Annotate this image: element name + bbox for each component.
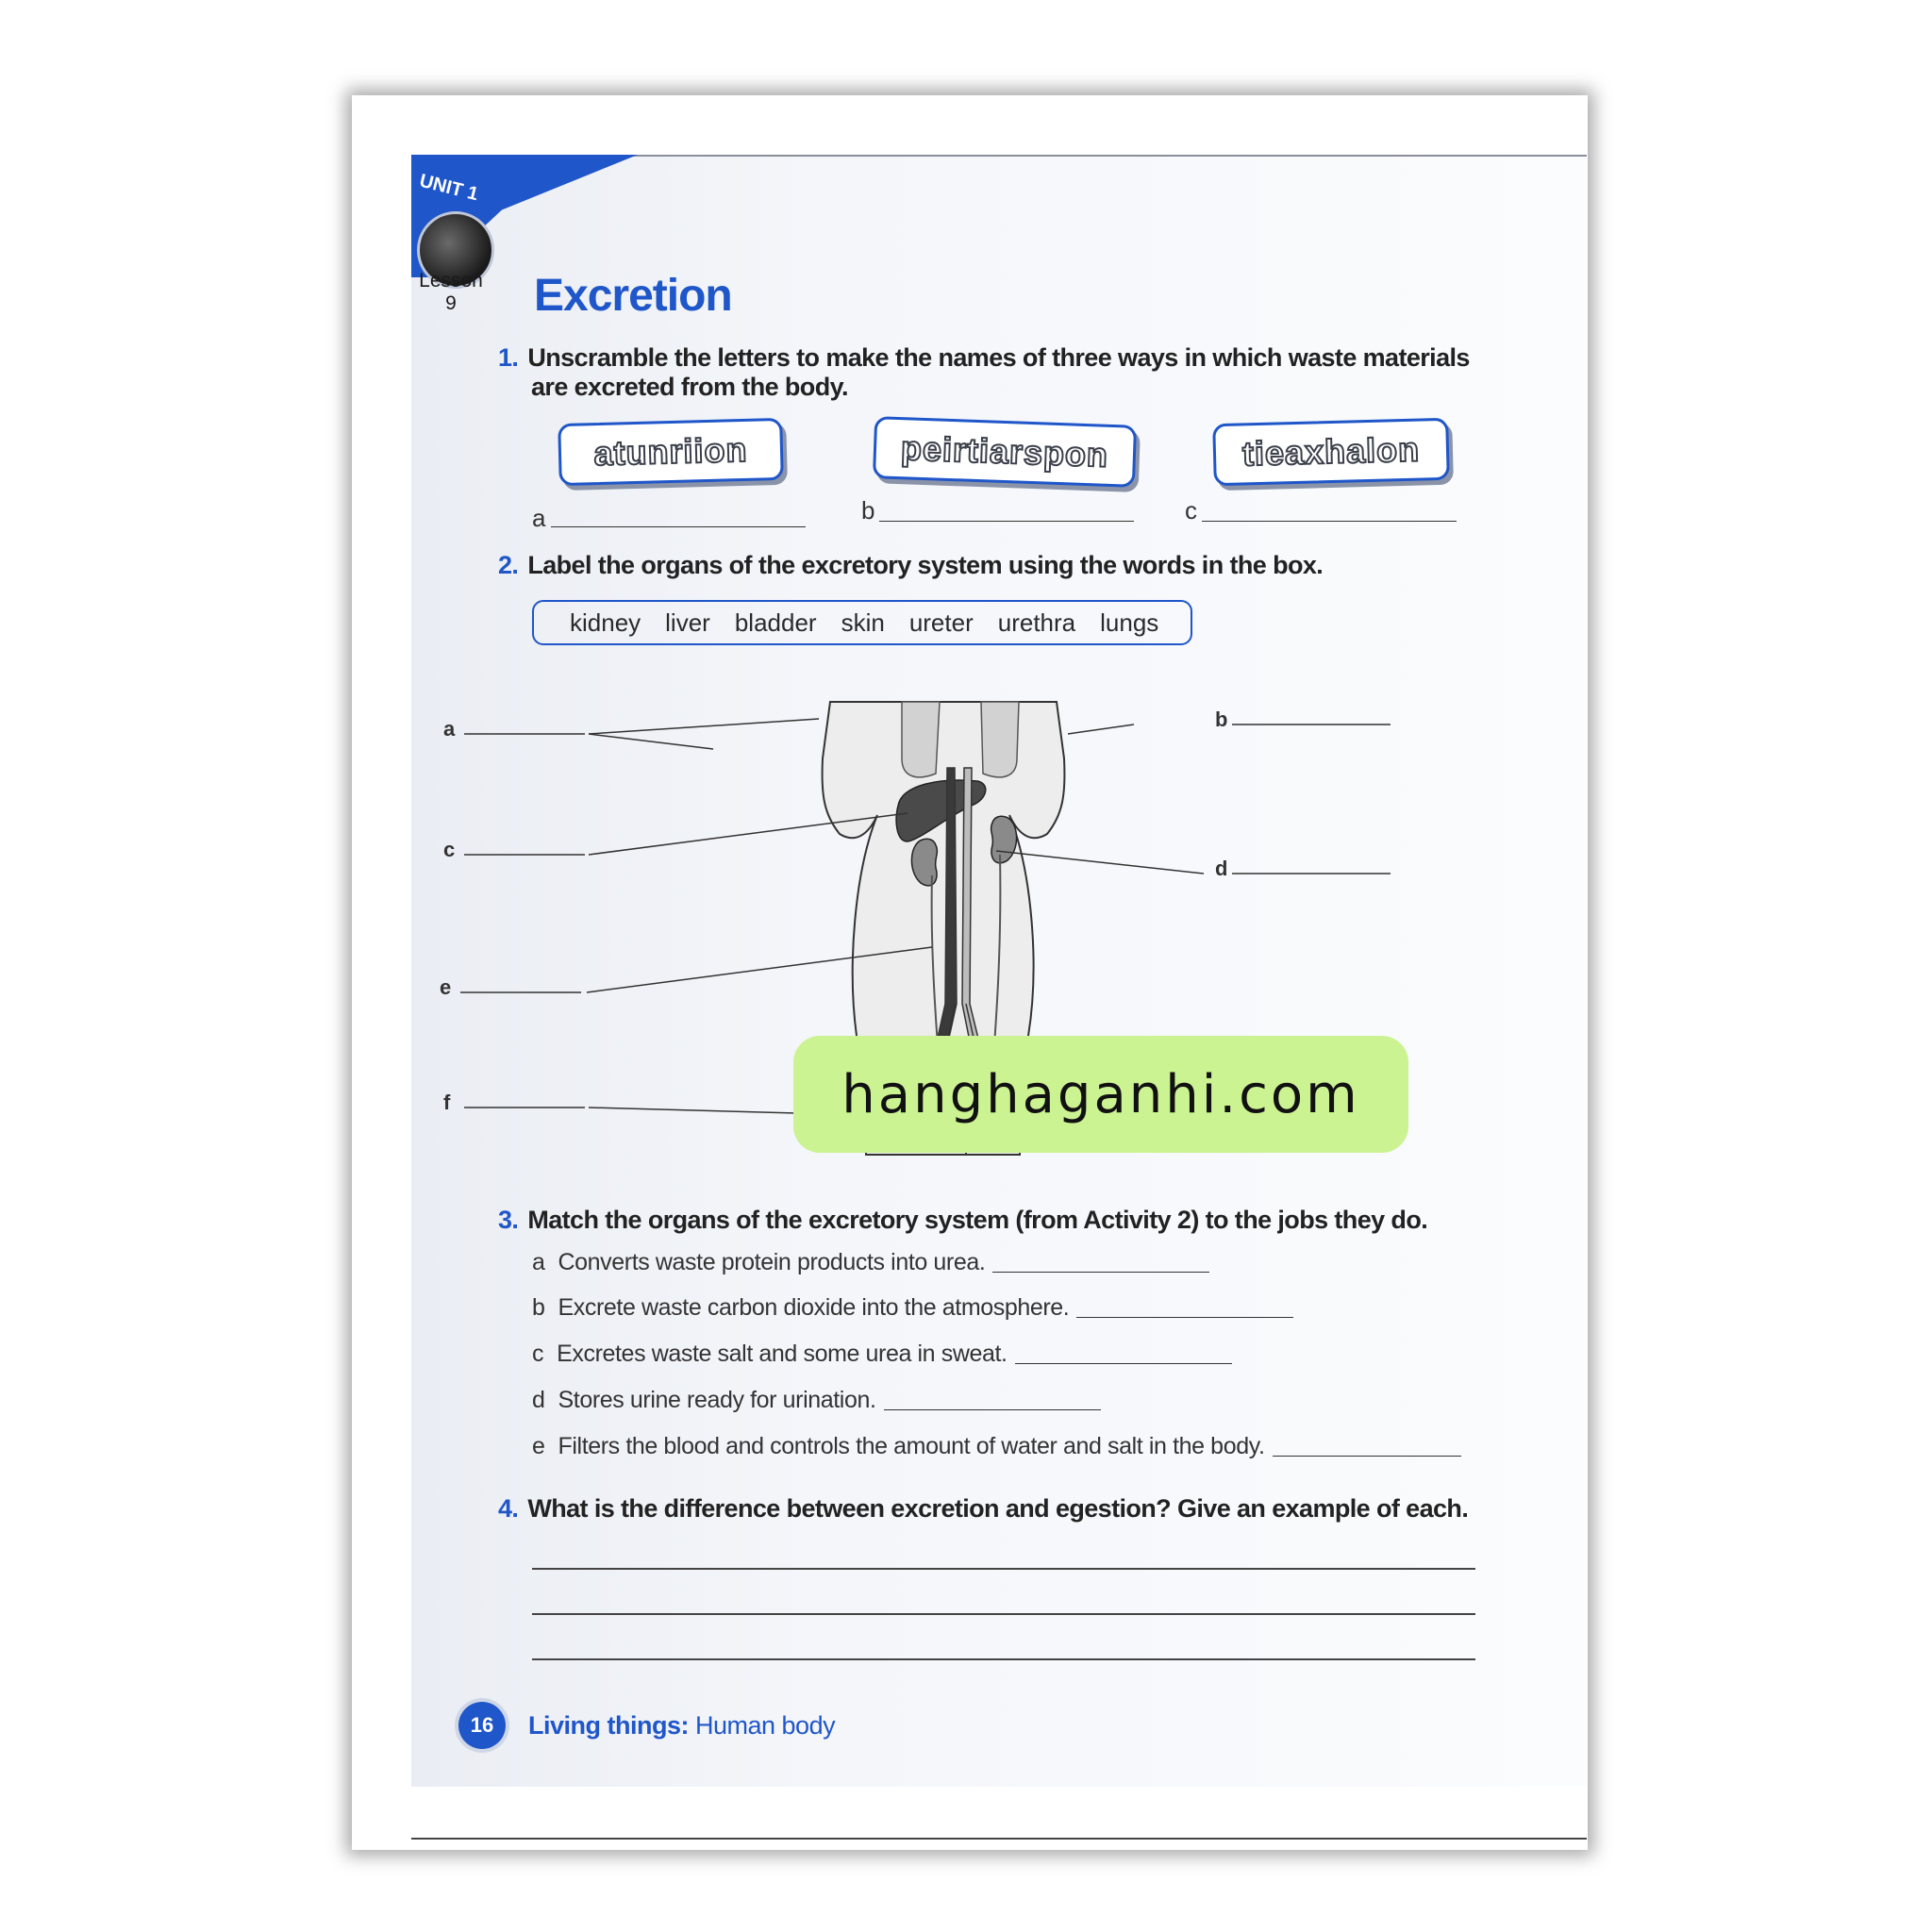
question-3 (498, 1206, 1427, 1235)
diagram-label-b: b (1215, 708, 1228, 731)
match-letter: e (532, 1433, 545, 1459)
match-letter: d (532, 1387, 545, 1413)
match-text: Excretes waste salt and some urea in sweat. (557, 1341, 1008, 1367)
word-bladder: bladder (734, 608, 817, 637)
match-answer-line[interactable] (884, 1409, 1101, 1410)
word-urethra: urethra (997, 608, 1076, 637)
answer-letter-a: a (532, 504, 546, 532)
word-liver: liver (665, 608, 710, 637)
page-title: Excretion (534, 271, 732, 321)
question-text: Match the organs of the excretory system (from Activity 2) to the jobs they do. (527, 1206, 1428, 1234)
match-item-d (532, 1387, 1101, 1414)
scramble-word-2: peirtiarspon (873, 416, 1137, 488)
match-item-e (532, 1433, 1461, 1460)
question-text: Unscramble the letters to make the names of three ways in which waste materials (527, 343, 1470, 372)
watermark-badge: hanghaganhi.com (793, 1036, 1408, 1153)
word-skin: skin (841, 608, 885, 637)
page-number-badge: 16 (458, 1702, 506, 1749)
diagram-label-d: d (1215, 857, 1228, 880)
diagram-label-e: e (440, 975, 452, 999)
diagram-label-c: c (443, 838, 456, 861)
match-answer-line[interactable] (1273, 1456, 1461, 1457)
footer-section-bold: Living things: (528, 1711, 689, 1740)
match-letter: c (532, 1341, 544, 1367)
diagram-label-f: f (443, 1091, 451, 1114)
match-text: Stores urine ready for urination. (558, 1387, 876, 1413)
writing-line-2[interactable] (532, 1613, 1475, 1615)
match-letter: b (532, 1294, 545, 1321)
footer-section (528, 1711, 835, 1740)
workbook-page (411, 155, 1587, 1787)
question-text: What is the difference between excretion and egestion? Give an example of each. (527, 1494, 1469, 1523)
lesson-number: 9 (445, 292, 457, 314)
match-text: Converts waste protein products into urea. (558, 1249, 986, 1275)
question-number: 3. (498, 1206, 519, 1234)
word-ureter: ureter (908, 608, 974, 637)
question-text-continued: are excreted from the body. (531, 373, 848, 401)
answer-letter-b: b (861, 496, 875, 525)
writing-line-3[interactable] (532, 1658, 1475, 1660)
scramble-word-1: atunriion (558, 418, 784, 486)
match-item-b (532, 1294, 1293, 1322)
question-number: 2. (498, 551, 519, 579)
word-lungs: lungs (1100, 608, 1159, 637)
diagram-label-a: a (443, 717, 456, 741)
match-text: Filters the blood and controls the amount of water and salt in the body. (558, 1433, 1265, 1459)
match-answer-line[interactable] (1015, 1363, 1232, 1364)
match-item-a (532, 1249, 1209, 1276)
writing-line-1[interactable] (532, 1568, 1475, 1570)
word-kidney: kidney (570, 608, 641, 637)
match-item-c (532, 1341, 1232, 1368)
question-4 (498, 1494, 1468, 1524)
match-letter: a (532, 1249, 545, 1275)
lesson-word: Lesson (419, 270, 483, 291)
footer-section-rest: Human body (695, 1711, 836, 1740)
question-number: 4. (498, 1494, 519, 1523)
match-text: Excrete waste carbon dioxide into the atmosphere. (558, 1294, 1070, 1321)
match-answer-line[interactable] (992, 1272, 1209, 1273)
question-text: Label the organs of the excretory system using the words in the box. (527, 551, 1324, 579)
question-number: 1. (498, 343, 519, 372)
scramble-word-3: tieaxhalon (1212, 418, 1450, 487)
bottom-rule (411, 1838, 1587, 1840)
unit-label: UNIT 1 (417, 170, 481, 206)
match-answer-line[interactable] (1076, 1317, 1293, 1318)
answer-letter-c: c (1185, 496, 1197, 525)
